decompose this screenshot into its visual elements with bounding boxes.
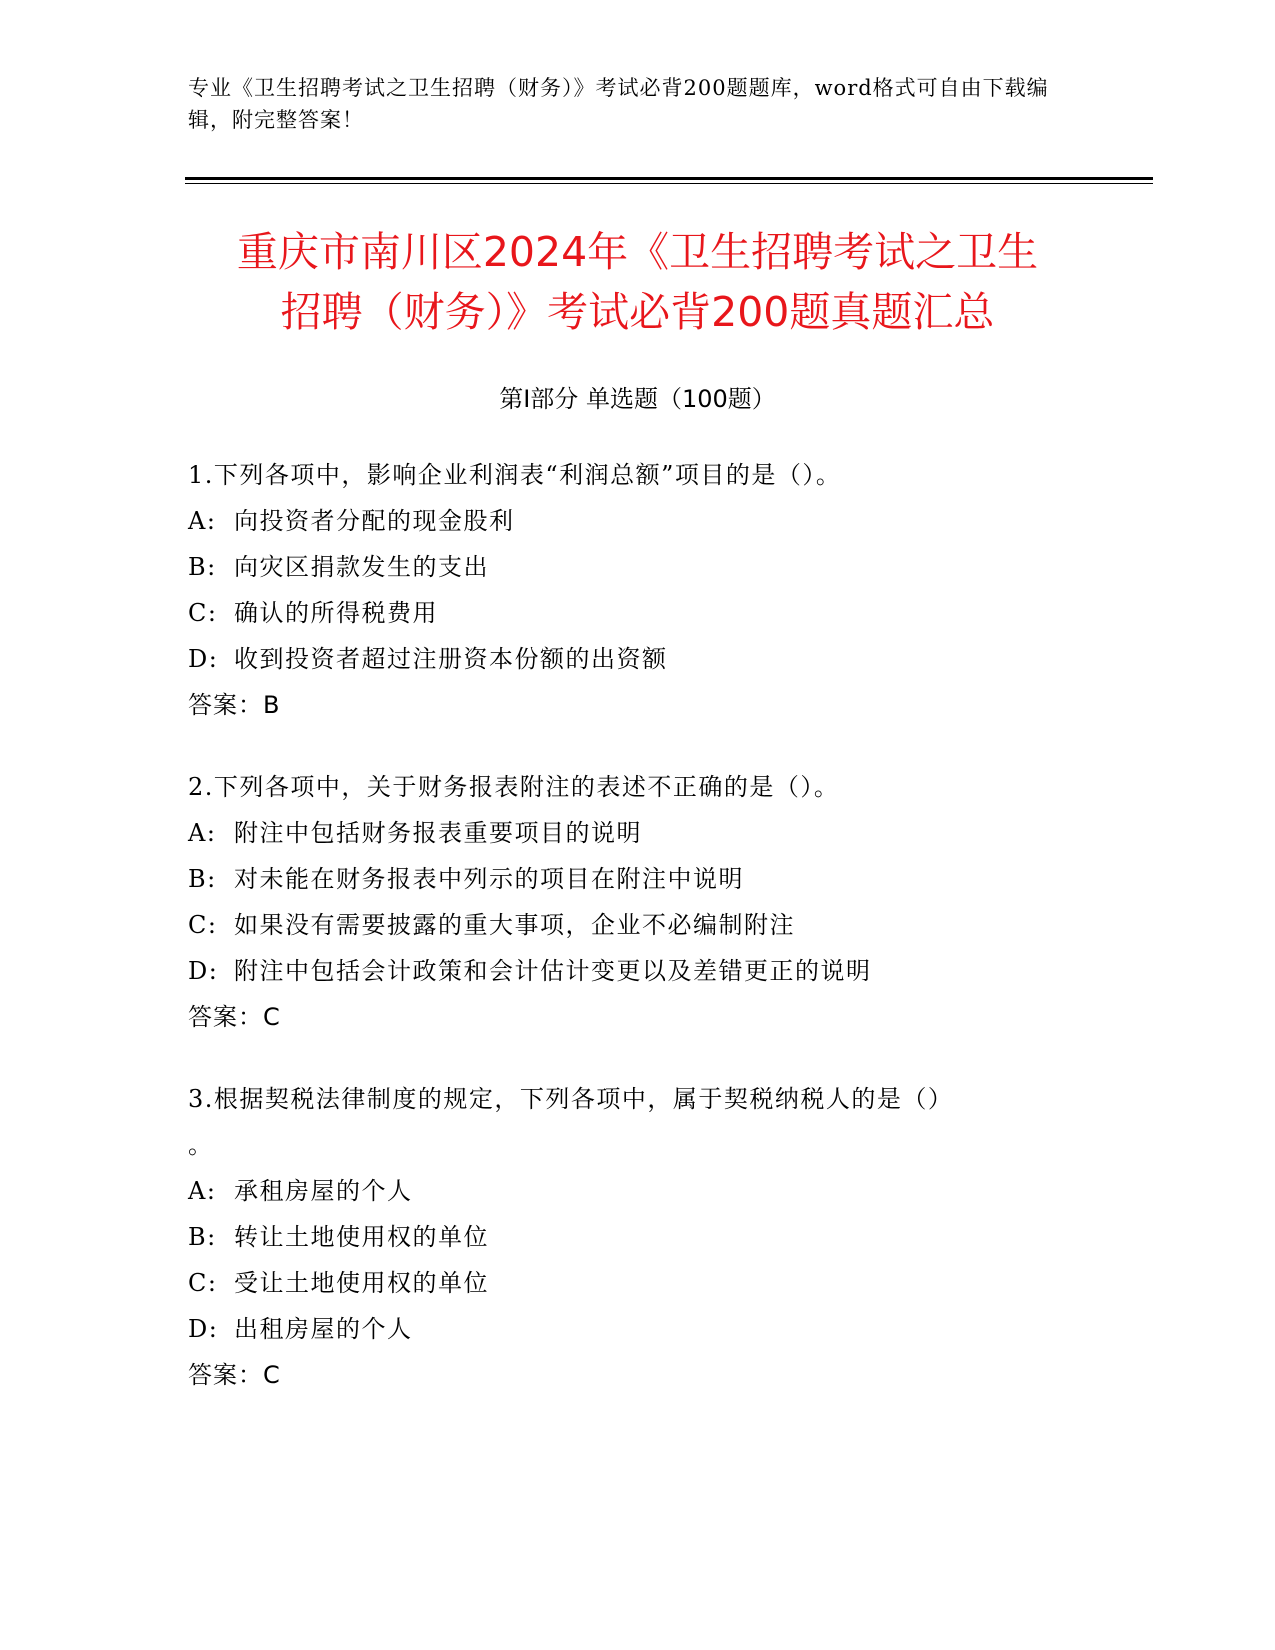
header-divider-thick — [185, 177, 1153, 180]
option-b — [188, 544, 1088, 590]
option-text: 附注中包括财务报表重要项目的说明 — [234, 819, 642, 847]
question-1 — [188, 452, 1088, 728]
option-text: 收到投资者超过注册资本份额的出资额 — [234, 645, 668, 673]
option-text: 对未能在财务报表中列示的项目在附注中说明 — [234, 865, 744, 893]
option-text: 向投资者分配的现金股利 — [234, 507, 515, 535]
answer: 答案：B — [188, 691, 281, 719]
option-text: 如果没有需要披露的重大事项，企业不必编制附注 — [234, 911, 795, 939]
option-letter: A: — [188, 507, 217, 535]
option-letter: D: — [188, 645, 219, 673]
option-b — [188, 1214, 1088, 1260]
answer: 答案：C — [188, 1003, 281, 1031]
option-a — [188, 810, 1088, 856]
question-stem: 3.根据契税法律制度的规定，下列各项中，属于契税纳税人的是（） — [188, 1085, 954, 1113]
option-c — [188, 1260, 1088, 1306]
header-note: 专业《卫生招聘考试之卫生招聘（财务）》考试必背200题题库，word格式可自由下载编辑，附完整答案！ — [188, 76, 1049, 132]
option-d — [188, 636, 1088, 682]
option-d — [188, 948, 1088, 994]
option-text: 确认的所得税费用 — [234, 599, 438, 627]
option-letter: C: — [188, 599, 218, 627]
option-letter: C: — [188, 911, 218, 939]
option-text: 附注中包括会计政策和会计估计变更以及差错更正的说明 — [234, 957, 872, 985]
question-stem: 1.下列各项中，影响企业利润表“利润总额”项目的是（）。 — [188, 461, 842, 489]
option-letter: D: — [188, 1315, 219, 1343]
option-b — [188, 856, 1088, 902]
answer: 答案：C — [188, 1361, 281, 1389]
option-c — [188, 902, 1088, 948]
document-title-line-2: 招聘（财务）》考试必背200题真题汇总 — [280, 288, 995, 336]
question-2 — [188, 764, 1088, 1040]
option-text: 向灾区捐款发生的支出 — [234, 553, 489, 581]
option-letter: C: — [188, 1269, 218, 1297]
option-letter: D: — [188, 957, 219, 985]
option-letter: A: — [188, 1177, 217, 1205]
option-text: 承租房屋的个人 — [234, 1177, 413, 1205]
document-title-line-1: 重庆市南川区2024年《卫生招聘考试之卫生 — [236, 228, 1039, 276]
option-c — [188, 590, 1088, 636]
option-text: 转让土地使用权的单位 — [234, 1223, 489, 1251]
question-stem-tail: 。 — [188, 1131, 214, 1159]
option-letter: A: — [188, 819, 217, 847]
option-a — [188, 1168, 1088, 1214]
option-a — [188, 498, 1088, 544]
option-d — [188, 1306, 1088, 1352]
option-letter: B: — [188, 553, 217, 581]
option-letter: B: — [188, 1223, 217, 1251]
section-heading: 第Ⅰ部分 单选题（100题） — [499, 385, 776, 413]
option-letter: B: — [188, 865, 217, 893]
question-stem: 2.下列各项中，关于财务报表附注的表述不正确的是（）。 — [188, 773, 840, 801]
document-title — [150, 222, 1125, 342]
header-divider-thin — [185, 183, 1153, 184]
option-text: 受让土地使用权的单位 — [234, 1269, 489, 1297]
option-text: 出租房屋的个人 — [234, 1315, 413, 1343]
question-3 — [188, 1076, 1088, 1398]
